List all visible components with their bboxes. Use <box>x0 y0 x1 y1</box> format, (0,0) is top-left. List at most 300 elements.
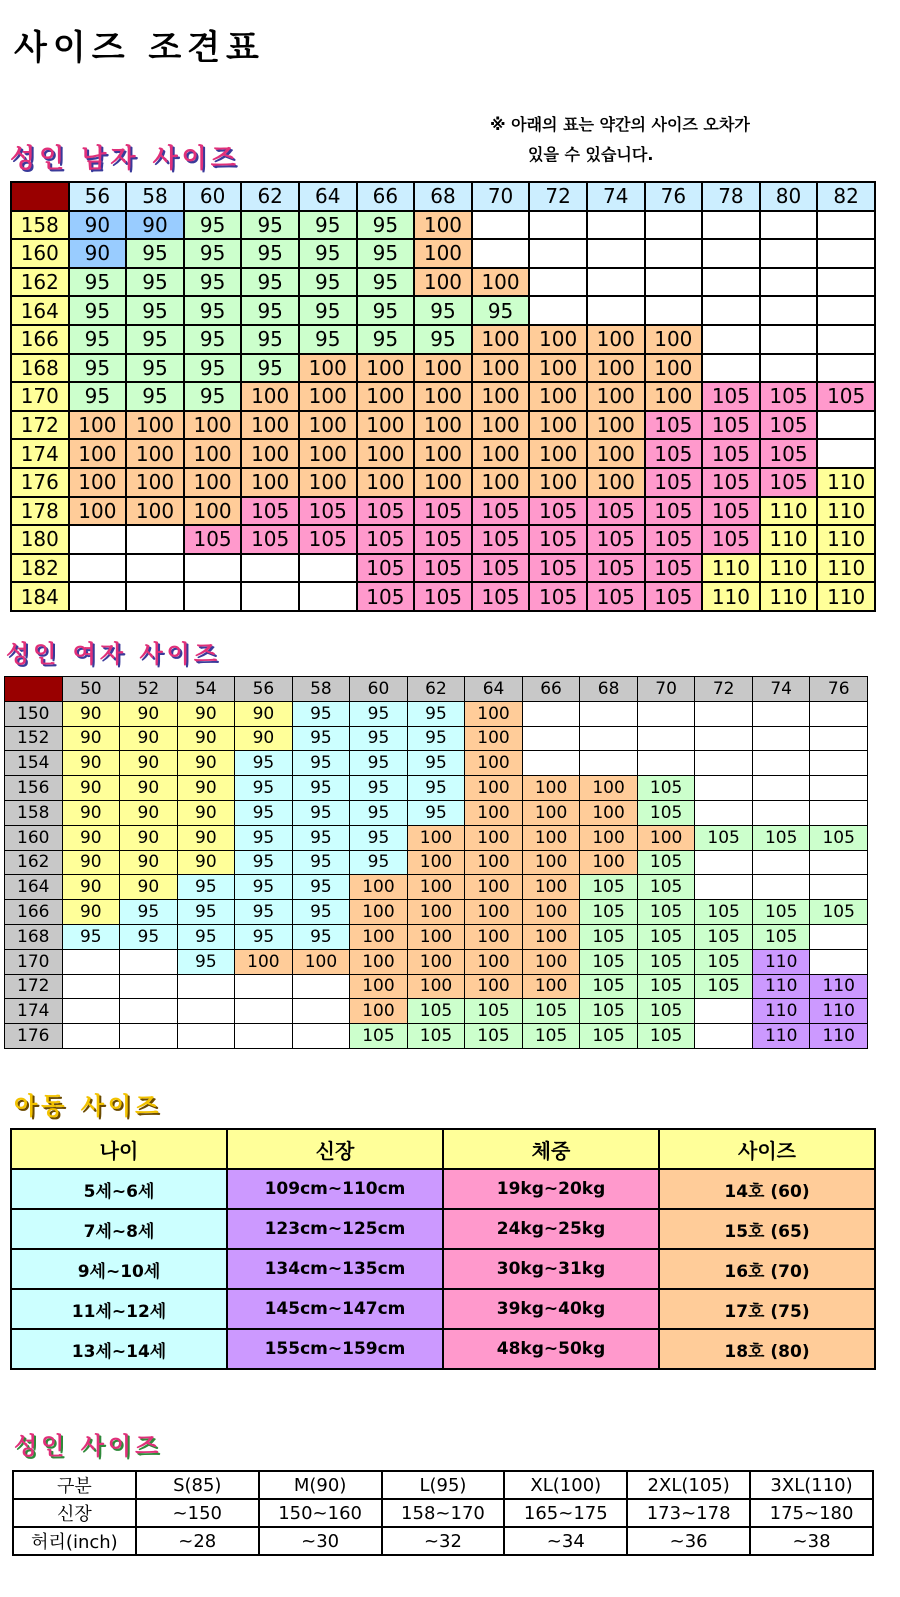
size-cell: 100 <box>414 382 472 411</box>
size-cell: 95 <box>357 325 415 354</box>
size-cell: 105 <box>357 582 415 611</box>
size-cell: 100 <box>299 468 357 497</box>
size-cell: 105 <box>760 411 818 440</box>
size-cell: 105 <box>587 497 645 526</box>
women-row-header: 150 <box>5 701 63 726</box>
size-cell <box>817 325 875 354</box>
adult-cell: ~38 <box>750 1527 873 1555</box>
table-row <box>11 497 875 526</box>
size-cell <box>62 974 120 999</box>
size-cell: 105 <box>580 924 638 949</box>
women-row-header: 174 <box>5 999 63 1024</box>
size-cell <box>580 701 638 726</box>
size-cell: 105 <box>645 411 703 440</box>
kids-cell: 5세~6세 <box>11 1169 227 1209</box>
size-cell: 90 <box>177 751 235 776</box>
size-cell: 105 <box>414 497 472 526</box>
kids-cell: 30kg~31kg <box>443 1249 659 1289</box>
size-cell: 100 <box>126 439 184 468</box>
size-cell: 100 <box>414 354 472 383</box>
size-cell: 100 <box>522 974 580 999</box>
table-row <box>11 1249 875 1289</box>
men-header-row <box>11 182 875 211</box>
adult-col-header: M(90) <box>259 1471 382 1499</box>
size-cell: 100 <box>529 354 587 383</box>
table-row <box>5 800 868 825</box>
size-cell: 105 <box>637 850 695 875</box>
size-cell <box>235 999 293 1024</box>
size-cell <box>120 1024 178 1049</box>
table-row <box>11 525 875 554</box>
size-cell: 105 <box>702 439 760 468</box>
size-cell: 110 <box>752 999 810 1024</box>
size-cell <box>702 268 760 297</box>
adult-cell: ~150 <box>136 1499 259 1527</box>
size-cell: 90 <box>120 875 178 900</box>
size-cell: 100 <box>472 268 530 297</box>
size-cell: 90 <box>62 800 120 825</box>
size-cell: 95 <box>292 875 350 900</box>
size-cell <box>587 296 645 325</box>
size-cell <box>241 582 299 611</box>
size-cell: 95 <box>299 268 357 297</box>
size-cell: 90 <box>177 825 235 850</box>
size-cell: 100 <box>414 239 472 268</box>
size-cell: 95 <box>184 296 242 325</box>
size-cell <box>126 582 184 611</box>
kids-cell: 123cm~125cm <box>227 1209 443 1249</box>
size-cell <box>702 211 760 240</box>
size-cell: 90 <box>235 726 293 751</box>
size-cell: 100 <box>407 875 465 900</box>
size-cell <box>752 875 810 900</box>
size-cell: 100 <box>184 497 242 526</box>
size-cell: 110 <box>817 525 875 554</box>
size-cell: 100 <box>580 825 638 850</box>
size-cell: 90 <box>177 776 235 801</box>
size-cell: 90 <box>120 726 178 751</box>
size-cell <box>529 268 587 297</box>
size-cell <box>702 296 760 325</box>
size-cell <box>299 554 357 583</box>
table-row <box>11 1209 875 1249</box>
size-cell: 100 <box>241 411 299 440</box>
size-cell: 95 <box>120 924 178 949</box>
size-cell: 100 <box>587 354 645 383</box>
size-cell <box>120 974 178 999</box>
size-cell: 95 <box>241 296 299 325</box>
adult-cell: ~36 <box>627 1527 750 1555</box>
notice-line-1: ※ 아래의 표는 약간의 사이즈 오차가 <box>490 115 750 134</box>
size-cell: 105 <box>637 875 695 900</box>
size-cell: 105 <box>702 411 760 440</box>
table-row <box>5 875 868 900</box>
women-col-header: 70 <box>637 677 695 702</box>
size-cell: 95 <box>357 268 415 297</box>
size-cell: 95 <box>184 211 242 240</box>
size-cell: 100 <box>241 439 299 468</box>
women-row-header: 168 <box>5 924 63 949</box>
size-cell: 100 <box>522 776 580 801</box>
size-cell: 105 <box>407 999 465 1024</box>
size-cell: 105 <box>637 900 695 925</box>
size-cell: 95 <box>407 701 465 726</box>
size-cell <box>69 554 127 583</box>
men-col-header: 62 <box>241 182 299 211</box>
table-row <box>11 1169 875 1209</box>
size-cell: 105 <box>522 999 580 1024</box>
size-cell: 110 <box>752 974 810 999</box>
size-cell <box>810 701 868 726</box>
table-row <box>11 411 875 440</box>
men-row-header: 170 <box>11 382 69 411</box>
size-cell <box>702 354 760 383</box>
men-col-header: 78 <box>702 182 760 211</box>
size-cell: 100 <box>465 751 523 776</box>
kids-size-title: 아동 사이즈 <box>14 1092 163 1120</box>
women-col-header: 56 <box>235 677 293 702</box>
size-cell: 105 <box>414 525 472 554</box>
size-cell: 105 <box>587 525 645 554</box>
size-cell: 95 <box>235 924 293 949</box>
table-row <box>11 268 875 297</box>
size-cell: 105 <box>472 525 530 554</box>
size-cell: 105 <box>637 999 695 1024</box>
kids-cell: 24kg~25kg <box>443 1209 659 1249</box>
size-cell: 105 <box>357 525 415 554</box>
size-cell: 95 <box>235 751 293 776</box>
women-row-header: 160 <box>5 825 63 850</box>
adult-size-table <box>12 1470 874 1556</box>
size-cell: 100 <box>522 875 580 900</box>
size-cell: 95 <box>235 776 293 801</box>
size-cell: 100 <box>299 382 357 411</box>
table-row <box>5 726 868 751</box>
size-cell <box>752 701 810 726</box>
size-cell: 105 <box>529 582 587 611</box>
adult-cell: 150~160 <box>259 1499 382 1527</box>
size-cell: 100 <box>299 439 357 468</box>
size-cell <box>702 239 760 268</box>
kids-cell: 16호 (70) <box>659 1249 875 1289</box>
size-cell: 105 <box>472 497 530 526</box>
size-cell: 100 <box>299 411 357 440</box>
size-cell: 105 <box>357 497 415 526</box>
women-row-header: 170 <box>5 949 63 974</box>
size-cell: 95 <box>407 776 465 801</box>
men-row-header: 160 <box>11 239 69 268</box>
size-cell: 95 <box>350 776 408 801</box>
size-cell: 90 <box>62 900 120 925</box>
women-col-header: 60 <box>350 677 408 702</box>
kids-cell: 15호 (65) <box>659 1209 875 1249</box>
size-cell: 100 <box>465 800 523 825</box>
size-cell: 110 <box>760 525 818 554</box>
size-cell: 95 <box>62 924 120 949</box>
size-cell: 90 <box>69 211 127 240</box>
size-cell: 100 <box>184 468 242 497</box>
men-col-header: 74 <box>587 182 645 211</box>
size-cell <box>645 211 703 240</box>
size-cell: 90 <box>177 701 235 726</box>
size-cell: 95 <box>292 900 350 925</box>
size-cell <box>817 411 875 440</box>
size-cell: 100 <box>587 411 645 440</box>
size-cell: 100 <box>357 411 415 440</box>
size-cell: 95 <box>407 800 465 825</box>
size-cell: 105 <box>637 974 695 999</box>
size-cell: 95 <box>69 354 127 383</box>
men-col-header: 76 <box>645 182 703 211</box>
adult-cell: ~32 <box>382 1527 505 1555</box>
size-cell: 95 <box>299 239 357 268</box>
women-col-header: 58 <box>292 677 350 702</box>
size-cell <box>760 354 818 383</box>
women-row-header: 166 <box>5 900 63 925</box>
size-cell: 95 <box>177 924 235 949</box>
men-row-header: 162 <box>11 268 69 297</box>
size-cell <box>587 239 645 268</box>
men-col-header: 60 <box>184 182 242 211</box>
size-cell <box>695 1024 753 1049</box>
size-cell: 105 <box>414 554 472 583</box>
size-cell: 100 <box>414 468 472 497</box>
size-cell <box>645 239 703 268</box>
size-cell: 105 <box>810 825 868 850</box>
kids-cell: 48kg~50kg <box>443 1329 659 1369</box>
size-cell <box>522 751 580 776</box>
size-cell: 105 <box>752 900 810 925</box>
size-cell <box>695 726 753 751</box>
men-col-header: 72 <box>529 182 587 211</box>
size-cell: 95 <box>292 726 350 751</box>
size-cell: 100 <box>69 411 127 440</box>
adult-col-header: 3XL(110) <box>750 1471 873 1499</box>
size-cell <box>810 924 868 949</box>
size-cell <box>817 296 875 325</box>
adult-col-header: L(95) <box>382 1471 505 1499</box>
size-cell <box>695 850 753 875</box>
size-cell: 95 <box>292 751 350 776</box>
size-cell: 105 <box>587 582 645 611</box>
size-cell <box>292 974 350 999</box>
table-row <box>5 924 868 949</box>
size-cell: 105 <box>580 1024 638 1049</box>
size-cell: 95 <box>235 800 293 825</box>
size-cell: 90 <box>235 701 293 726</box>
kids-header-row <box>11 1129 875 1169</box>
size-cell: 105 <box>637 1024 695 1049</box>
page-title: 사이즈 조견표 <box>14 28 265 68</box>
adult-cell: 173~178 <box>627 1499 750 1527</box>
table-row <box>11 325 875 354</box>
table-row <box>11 354 875 383</box>
size-cell: 95 <box>235 825 293 850</box>
size-cell: 110 <box>760 554 818 583</box>
size-cell: 100 <box>357 354 415 383</box>
size-cell: 100 <box>465 949 523 974</box>
size-cell: 105 <box>465 1024 523 1049</box>
size-cell: 100 <box>357 439 415 468</box>
kids-cell: 9세~10세 <box>11 1249 227 1289</box>
size-cell: 105 <box>529 554 587 583</box>
size-cell <box>810 850 868 875</box>
size-cell <box>299 582 357 611</box>
adult-cell: 165~175 <box>504 1499 627 1527</box>
size-cell: 95 <box>69 296 127 325</box>
size-cell: 95 <box>292 701 350 726</box>
size-cell: 105 <box>637 949 695 974</box>
men-row-header: 158 <box>11 211 69 240</box>
adult-cell: ~30 <box>259 1527 382 1555</box>
women-col-header: 50 <box>62 677 120 702</box>
size-cell: 95 <box>414 325 472 354</box>
table-row <box>11 211 875 240</box>
size-cell: 100 <box>529 439 587 468</box>
size-cell: 100 <box>350 974 408 999</box>
table-row <box>11 1289 875 1329</box>
size-cell: 100 <box>357 382 415 411</box>
table-row <box>5 949 868 974</box>
size-cell: 95 <box>299 325 357 354</box>
size-cell: 95 <box>350 800 408 825</box>
size-cell: 95 <box>414 296 472 325</box>
women-col-header: 54 <box>177 677 235 702</box>
size-cell: 100 <box>645 325 703 354</box>
size-cell: 100 <box>69 497 127 526</box>
table-row <box>11 1329 875 1369</box>
size-cell: 105 <box>637 776 695 801</box>
men-size-title: 성인 남자 사이즈 <box>10 144 240 174</box>
men-row-header: 182 <box>11 554 69 583</box>
size-cell <box>760 268 818 297</box>
size-cell: 110 <box>752 1024 810 1049</box>
size-cell: 95 <box>184 239 242 268</box>
size-cell: 105 <box>241 497 299 526</box>
size-cell: 105 <box>472 554 530 583</box>
size-cell: 100 <box>522 800 580 825</box>
size-cell <box>529 239 587 268</box>
size-cell: 100 <box>414 439 472 468</box>
size-cell <box>810 751 868 776</box>
size-cell: 105 <box>580 875 638 900</box>
size-cell: 95 <box>292 850 350 875</box>
size-cell <box>645 296 703 325</box>
size-cell: 95 <box>177 875 235 900</box>
size-cell: 95 <box>235 875 293 900</box>
table-row <box>11 468 875 497</box>
size-cell: 95 <box>357 211 415 240</box>
kids-cell: 11세~12세 <box>11 1289 227 1329</box>
size-cell: 100 <box>414 211 472 240</box>
size-cell: 105 <box>760 382 818 411</box>
size-cell: 100 <box>407 850 465 875</box>
size-cell: 100 <box>407 924 465 949</box>
adult-cell: 158~170 <box>382 1499 505 1527</box>
size-cell <box>817 439 875 468</box>
table-row <box>5 900 868 925</box>
men-col-header: 80 <box>760 182 818 211</box>
size-cell: 90 <box>62 825 120 850</box>
size-cell: 95 <box>292 825 350 850</box>
women-row-header: 158 <box>5 800 63 825</box>
size-cell <box>637 701 695 726</box>
size-cell: 100 <box>465 900 523 925</box>
size-cell: 105 <box>702 468 760 497</box>
adult-col-header: 2XL(105) <box>627 1471 750 1499</box>
size-cell: 95 <box>126 268 184 297</box>
size-cell: 110 <box>760 582 818 611</box>
women-col-header: 62 <box>407 677 465 702</box>
size-cell: 100 <box>126 468 184 497</box>
size-cell: 100 <box>587 468 645 497</box>
table-row <box>13 1527 873 1555</box>
size-cell: 105 <box>472 582 530 611</box>
kids-col-header: 나이 <box>11 1129 227 1169</box>
adult-header-row <box>13 1471 873 1499</box>
size-cell: 105 <box>702 497 760 526</box>
size-cell: 110 <box>810 1024 868 1049</box>
women-size-table <box>4 676 868 1049</box>
men-col-header: 70 <box>472 182 530 211</box>
size-cell <box>529 211 587 240</box>
size-cell <box>760 239 818 268</box>
size-cell: 100 <box>465 875 523 900</box>
women-row-header: 154 <box>5 751 63 776</box>
size-cell: 95 <box>350 751 408 776</box>
size-cell: 105 <box>637 924 695 949</box>
size-cell: 105 <box>760 468 818 497</box>
size-cell <box>62 999 120 1024</box>
size-cell <box>637 751 695 776</box>
size-cell: 100 <box>645 382 703 411</box>
size-cell: 95 <box>69 325 127 354</box>
size-cell <box>529 296 587 325</box>
women-col-header: 74 <box>752 677 810 702</box>
size-cell: 105 <box>695 825 753 850</box>
size-cell: 95 <box>350 726 408 751</box>
size-cell <box>62 1024 120 1049</box>
size-cell: 90 <box>177 850 235 875</box>
women-size-title: 성인 여자 사이즈 <box>6 640 221 668</box>
size-cell <box>580 726 638 751</box>
size-cell: 100 <box>637 825 695 850</box>
size-cell: 110 <box>760 497 818 526</box>
size-cell: 100 <box>350 900 408 925</box>
size-cell: 100 <box>184 411 242 440</box>
size-cell <box>760 325 818 354</box>
table-row <box>11 296 875 325</box>
size-cell: 110 <box>817 554 875 583</box>
size-cell: 105 <box>357 554 415 583</box>
size-cell: 95 <box>69 382 127 411</box>
size-cell: 95 <box>299 211 357 240</box>
men-col-header: 56 <box>69 182 127 211</box>
size-cell: 105 <box>414 582 472 611</box>
size-cell <box>292 999 350 1024</box>
kids-col-header: 사이즈 <box>659 1129 875 1169</box>
size-cell: 100 <box>465 850 523 875</box>
size-cell <box>637 726 695 751</box>
size-cell: 100 <box>472 354 530 383</box>
kids-cell: 155cm~159cm <box>227 1329 443 1369</box>
size-cell: 105 <box>465 999 523 1024</box>
size-cell: 95 <box>350 825 408 850</box>
table-row <box>5 751 868 776</box>
size-cell: 90 <box>120 776 178 801</box>
size-cell: 100 <box>126 411 184 440</box>
size-cell <box>69 525 127 554</box>
